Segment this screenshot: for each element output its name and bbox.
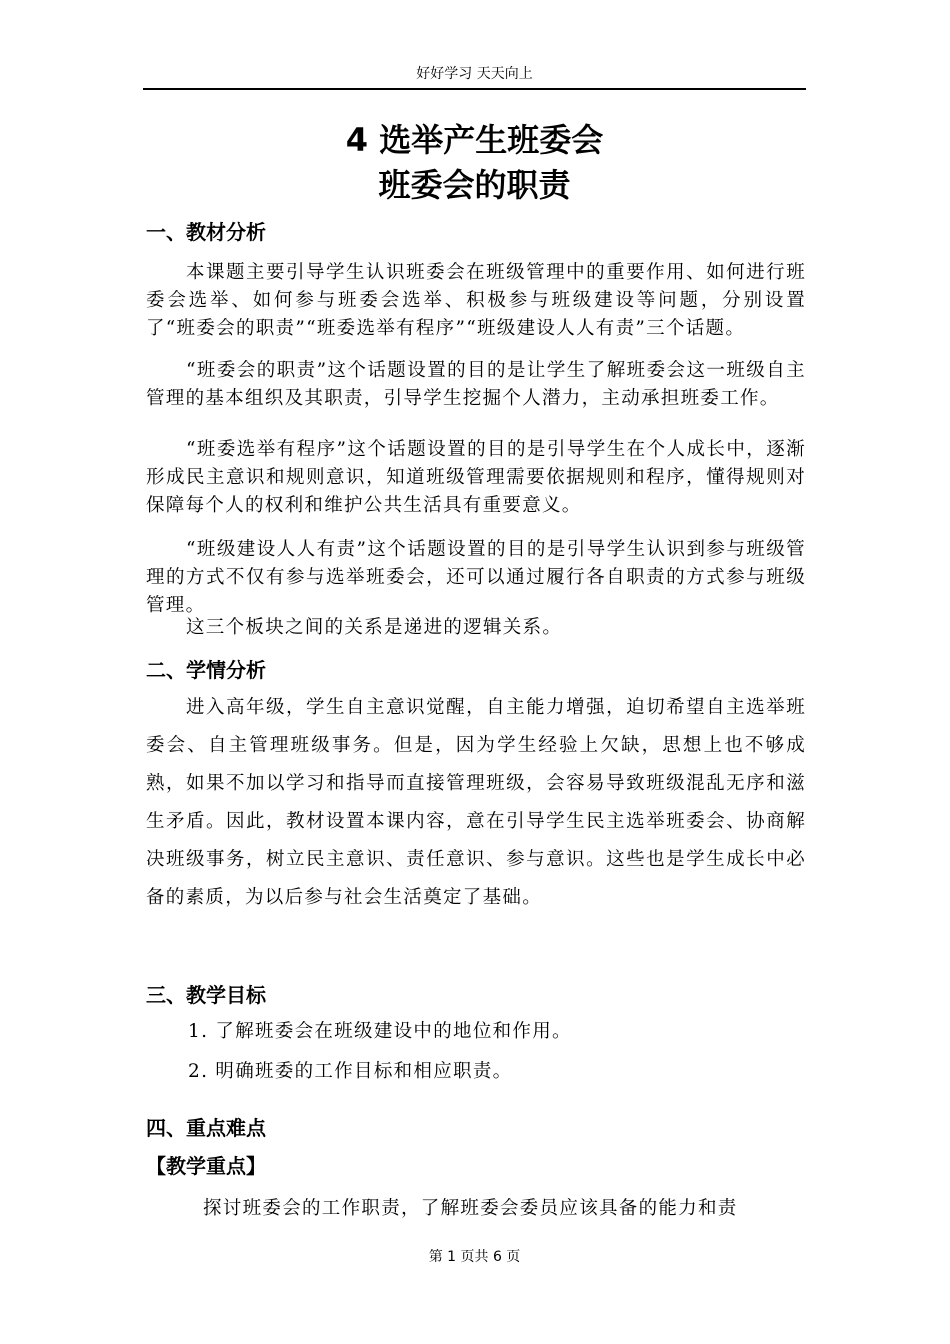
section-heading-textbook-analysis: 一、教材分析 <box>146 220 266 244</box>
page-header: 好好学习 天天向上 <box>143 64 806 90</box>
paragraph: 本课题主要引导学生认识班委会在班级管理中的重要作用、如何进行班委会选举、如何参与班委会选举、积极参与班级建设等问题，分别设置了“班委会的职责”“班委选举有程序”“班级建设人人有责”三个话题。 <box>146 262 806 339</box>
document-title-line-1: 4 选举产生班委会 <box>345 121 604 159</box>
subheading-teaching-focus: 【教学重点】 <box>146 1154 266 1178</box>
paragraph: 进入高年级，学生自主意识觉醒，自主能力增强，迫切希望自主选举班委会、自主管理班级事务。但是，因为学生经验上欠缺，思想上也不够成熟，如果不加以学习和指导而直接管理班级，会容易导致班级混乱无序和滋生矛盾。因此，教材设置本课内容，意在引导学生民主选举班委会、协商解决班级事务，树立民主意识、责任意识、参与意识。这些也是学生成长中必备的素质，为以后参与社会生活奠定了基础。 <box>146 697 806 908</box>
section-heading-key-points: 四、重点难点 <box>146 1116 266 1140</box>
goal-item: 2. 明确班委的工作目标和相应职责。 <box>188 1061 513 1082</box>
paragraph: 这三个板块之间的关系是递进的逻辑关系。 <box>186 617 563 638</box>
goal-item: 1. 了解班委会在班级建设中的地位和作用。 <box>188 1021 572 1042</box>
paragraph: “班委选举有程序”这个话题设置的目的是引导学生在个人成长中，逐渐形成民主意识和规则意识，知道班级管理需要依据规则和程序，懂得规则对保障每个人的权利和维护公共生活具有重要意义。 <box>146 439 806 516</box>
section-heading-learner-analysis: 二、学情分析 <box>146 658 266 682</box>
page-footer: 第 1 页共 6 页 <box>428 1249 521 1265</box>
document-title-line-2: 班委会的职责 <box>378 166 571 204</box>
paragraph: “班委会的职责”这个话题设置的目的是让学生了解班委会这一班级自主管理的基本组织及其职责，引导学生挖掘个人潜力，主动承担班委工作。 <box>146 360 806 409</box>
paragraph: 探讨班委会的工作职责，了解班委会委员应该具备的能力和责 <box>203 1198 738 1219</box>
section-heading-teaching-goals: 三、教学目标 <box>146 983 266 1007</box>
paragraph: “班级建设人人有责”这个话题设置的目的是引导学生认识到参与班级管理的方式不仅有参与选举班委会，还可以通过履行各自职责的方式参与班级管理。 <box>146 539 806 616</box>
